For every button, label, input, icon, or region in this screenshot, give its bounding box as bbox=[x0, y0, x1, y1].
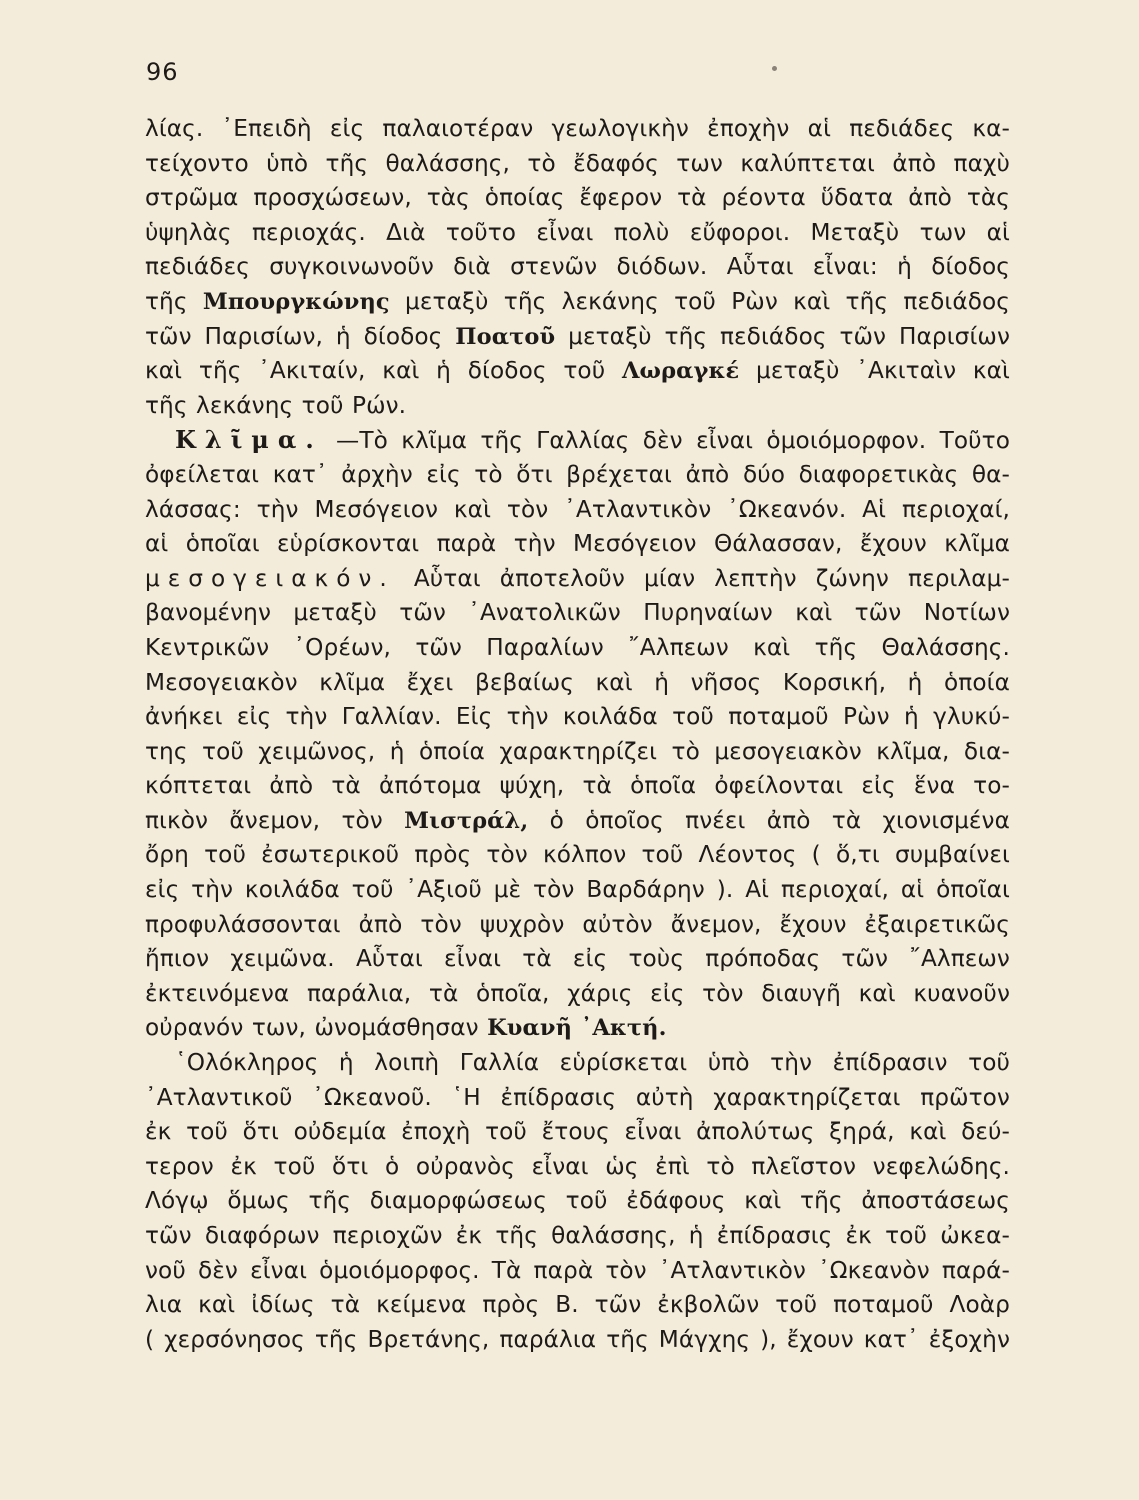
text-span: πικὸν ἄνεμον, τὸν bbox=[145, 806, 405, 834]
text-span: ὁ ὁποῖος πνέει ἀπὸ τὰ χιονισμένα bbox=[528, 806, 1010, 834]
text-line bbox=[145, 458, 1010, 493]
text-span: τῶν Παρισίων, ἡ δίοδος bbox=[145, 322, 456, 350]
text-line bbox=[145, 493, 1010, 528]
text-span: εἰς τὴν κοιλάδα τοῦ ᾿Αξιοῦ μὲ τὸν Βαρδάρην ). Αἱ περιοχαί, αἱ ὁποῖαι bbox=[145, 876, 1010, 904]
text-line bbox=[145, 1011, 1010, 1046]
body-text bbox=[145, 112, 1010, 1357]
text-span: ῾Ολόκληρος ἡ λοιπὴ Γαλλία εὑρίσκεται ὑπὸ τὴν ἐπίδρασιν τοῦ bbox=[175, 1049, 1010, 1077]
text-span: ἐκτεινόμενα παράλια, τὰ ὁποῖα, χάρις εἰς τὸν διαυγῆ καὶ κυανοῦν bbox=[145, 979, 1010, 1007]
text-line bbox=[145, 1184, 1010, 1219]
text-line bbox=[145, 596, 1010, 631]
spaced-term: μεσογειακόν. bbox=[145, 564, 395, 592]
text-span: πεδιάδες συγκοινωνοῦν διὰ στενῶν διόδων. Αὗται εἶναι: ἡ δίοδος bbox=[145, 253, 1010, 281]
bold-term: Μπουργκώνης bbox=[202, 288, 390, 315]
text-span: μεταξὺ τῆς πεδιάδος τῶν Παρισίων bbox=[555, 322, 1010, 350]
bold-term: Κυανῆ ᾿Ακτή. bbox=[487, 1015, 667, 1042]
text-line bbox=[145, 389, 1010, 424]
text-line bbox=[145, 285, 1010, 320]
text-span: ὄρη τοῦ ἐσωτερικοῦ πρὸς τὸν κόλπον τοῦ Λέοντος ( ὅ,τι συμβαίνει bbox=[145, 841, 1010, 869]
text-span: Αὗται ἀποτελοῦν μίαν λεπτὴν ζώνην περιλαμ- bbox=[394, 564, 1010, 592]
text-span: στρῶμα προσχώσεων, τὰς ὁποίας ἔφερον τὰ ρέοντα ὕδατα ἀπὸ τὰς bbox=[145, 184, 1010, 212]
text-span: τῆς λεκάνης τοῦ Ρών. bbox=[145, 391, 407, 419]
text-line bbox=[145, 873, 1010, 908]
text-line bbox=[145, 977, 1010, 1012]
text-span: λια καὶ ἰδίως τὰ κείμενα πρὸς Β. τῶν ἐκβολῶν τοῦ ποταμοῦ Λοὰρ bbox=[145, 1291, 1010, 1319]
text-span: ( χερσόνησος τῆς Βρετάνης, παράλια τῆς Μάγχης ), ἔχουν κατ᾿ ἐξοχὴν bbox=[145, 1325, 1010, 1353]
text-span: προφυλάσσονται ἀπὸ τὸν ψυχρὸν αὐτὸν ἄνεμον, ἔχουν ἐξαιρετικῶς bbox=[145, 910, 1010, 938]
text-span: λάσσας: τὴν Μεσόγειον καὶ τὸν ᾿Ατλαντικὸν ᾿Ωκεανόν. Αἱ περιοχαί, bbox=[145, 495, 1010, 523]
bold-term: Λωραγκέ bbox=[622, 358, 740, 385]
text-line bbox=[145, 250, 1010, 285]
text-line bbox=[145, 1081, 1010, 1116]
text-span: —Τὸ κλῖμα τῆς Γαλλίας δὲν εἶναι ὁμοιόμορφον. Τοῦτο bbox=[322, 427, 1010, 455]
text-span: ἐκ τοῦ ὅτι οὐδεμία ἐποχὴ τοῦ ἔτους εἶναι ἀπολύτως ξηρά, καὶ δεύ- bbox=[145, 1118, 1010, 1146]
text-span: οὐρανόν των, ὠνομάσθησαν bbox=[145, 1014, 488, 1042]
text-line bbox=[145, 1219, 1010, 1254]
text-line bbox=[145, 735, 1010, 770]
section-heading: Κλῖμα. bbox=[175, 425, 323, 455]
text-span: μεταξὺ τῆς λεκάνης τοῦ Ρὼν καὶ τῆς πεδιάδος bbox=[389, 287, 1010, 315]
text-line bbox=[145, 320, 1010, 355]
text-span: αἱ ὁποῖαι εὑρίσκονται παρὰ τὴν Μεσόγειον Θάλασσαν, ἔχουν κλῖμα bbox=[145, 530, 1010, 558]
print-speck bbox=[772, 66, 777, 71]
text-span: τείχοντο ὑπὸ τῆς θαλάσσης, τὸ ἔδαφός των καλύπτεται ἀπὸ παχὺ bbox=[145, 149, 1010, 177]
text-line bbox=[145, 562, 1010, 597]
text-line bbox=[145, 804, 1010, 839]
text-line bbox=[145, 216, 1010, 251]
text-line bbox=[145, 908, 1010, 943]
text-span: Μεσογειακὸν κλῖμα ἔχει βεβαίως καὶ ἡ νῆσος Κορσική, ἡ ὁποία bbox=[145, 668, 1010, 696]
text-line bbox=[145, 1254, 1010, 1289]
text-span: τερον ἐκ τοῦ ὅτι ὁ οὐρανὸς εἶναι ὡς ἐπὶ τὸ πλεῖστον νεφελώδης. bbox=[145, 1152, 1010, 1180]
text-line bbox=[145, 181, 1010, 216]
text-span: νοῦ δὲν εἶναι ὁμοιόμορφος. Τὰ παρὰ τὸν ᾿Ατλαντικὸν ᾿Ωκεανὸν παρά- bbox=[145, 1256, 1010, 1284]
text-line bbox=[145, 838, 1010, 873]
text-line bbox=[145, 1323, 1010, 1358]
text-span: βανομένην μεταξὺ τῶν ᾿Ανατολικῶν Πυρηναίων καὶ τῶν Νοτίων bbox=[145, 599, 1010, 627]
text-span: τῆς bbox=[145, 287, 203, 315]
text-span: λίας. ᾿Επειδὴ εἰς παλαιοτέραν γεωλογικὴν ἐποχὴν αἱ πεδιάδες κα- bbox=[145, 115, 1010, 142]
text-line bbox=[145, 147, 1010, 182]
text-span: τῶν διαφόρων περιοχῶν ἐκ τῆς θαλάσσης, ἡ ἐπίδρασις ἐκ τοῦ ὠκεα- bbox=[145, 1222, 1010, 1249]
text-line bbox=[145, 354, 1010, 389]
page-number: 96 bbox=[146, 58, 179, 86]
bold-term: Ποατοῦ bbox=[455, 323, 556, 350]
text-span: ἤπιον χειμῶνα. Αὗται εἶναι τὰ εἰς τοὺς πρόποδας τῶν ῎Αλπεων bbox=[145, 945, 1010, 973]
text-line bbox=[145, 769, 1010, 804]
text-line bbox=[145, 527, 1010, 562]
text-line bbox=[145, 1046, 1010, 1081]
text-line bbox=[145, 1150, 1010, 1185]
text-span: ὑψηλὰς περιοχάς. Διὰ τοῦτο εἶναι πολὺ εὔφοροι. Μεταξὺ των αἱ bbox=[145, 218, 1010, 246]
text-line bbox=[145, 112, 1010, 147]
bold-term: Μιστράλ, bbox=[404, 807, 529, 834]
text-span: της τοῦ χειμῶνος, ἡ ὁποία χαρακτηρίζει τὸ μεσογειακὸν κλῖμα, δια- bbox=[145, 737, 1010, 765]
text-span: μεταξὺ ᾿Ακιταὶν καὶ bbox=[739, 357, 1011, 385]
text-span: Κεντρικῶν ᾿Ορέων, τῶν Παραλίων ῎Αλπεων καὶ τῆς Θαλάσσης. bbox=[145, 633, 1010, 661]
text-span: ᾿Ατλαντικοῦ ᾿Ωκεανοῦ. ῾Η ἐπίδρασις αὐτὴ χαρακτηρίζεται πρῶτον bbox=[145, 1083, 1010, 1111]
text-line bbox=[145, 1288, 1010, 1323]
text-line bbox=[145, 942, 1010, 977]
text-span: κόπτεται ἀπὸ τὰ ἀπότομα ψύχη, τὰ ὁποῖα ὀφείλονται εἰς ἕνα το- bbox=[145, 772, 1010, 800]
text-span: ἀνήκει εἰς τὴν Γαλλίαν. Εἰς τὴν κοιλάδα τοῦ ποταμοῦ Ρὼν ἡ γλυκύ- bbox=[145, 703, 1010, 731]
text-line bbox=[145, 1115, 1010, 1150]
text-span: ὀφείλεται κατ᾿ ἀρχὴν εἰς τὸ ὅτι βρέχεται ἀπὸ δύο διαφορετικὰς θα- bbox=[145, 460, 1010, 488]
text-span: καὶ τῆς ᾿Ακιταίν, καὶ ἡ δίοδος τοῦ bbox=[145, 357, 622, 385]
text-line bbox=[145, 666, 1010, 701]
text-line bbox=[145, 700, 1010, 735]
text-span: Λόγῳ ὅμως τῆς διαμορφώσεως τοῦ ἐδάφους καὶ τῆς ἀποστάσεως bbox=[145, 1187, 1010, 1215]
text-line bbox=[145, 423, 1010, 458]
text-line bbox=[145, 631, 1010, 666]
